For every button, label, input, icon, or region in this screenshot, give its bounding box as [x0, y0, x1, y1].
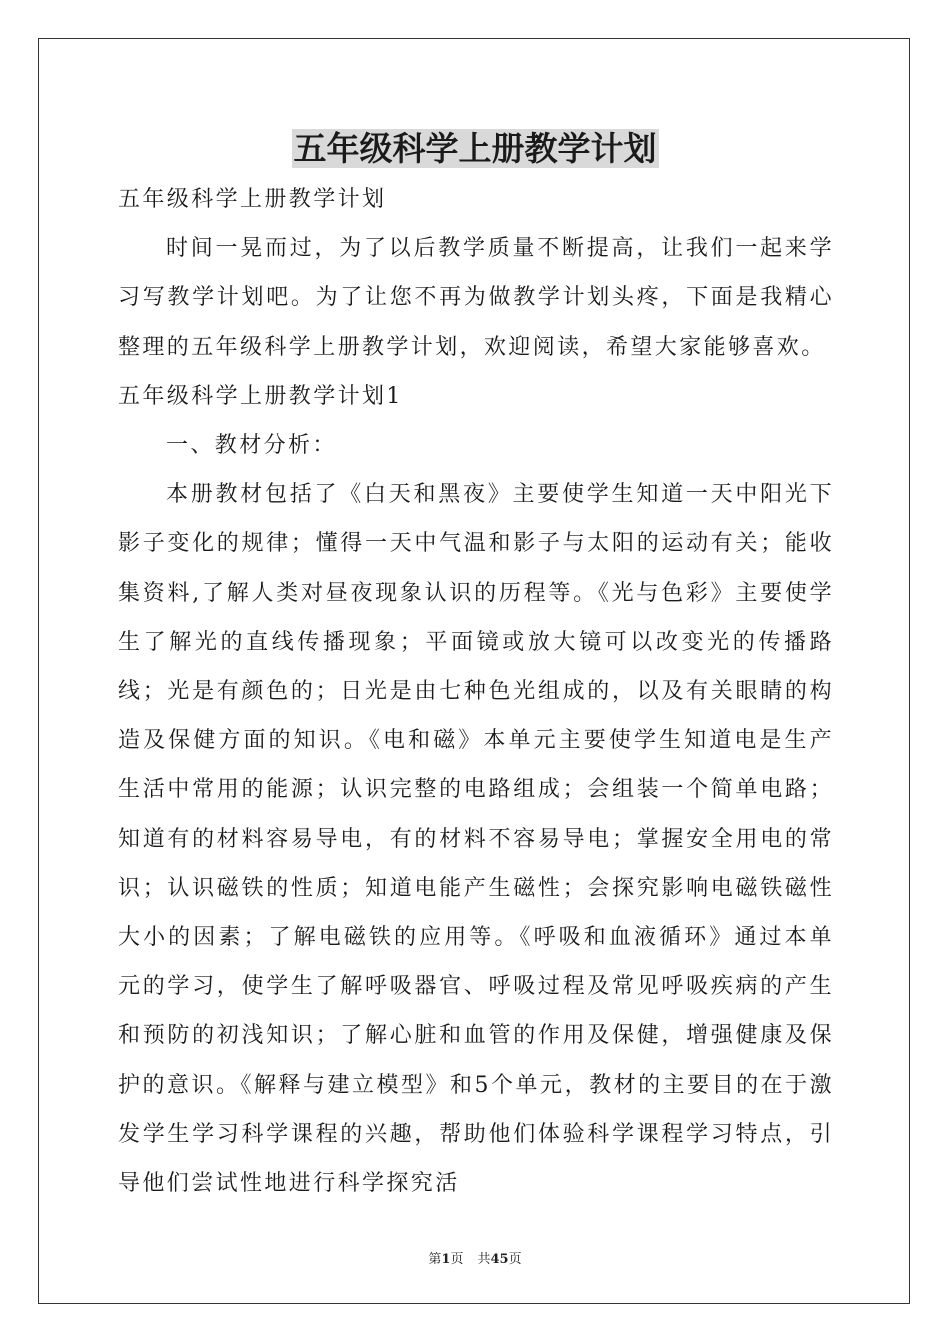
- footer-page-number: 1: [441, 1252, 451, 1267]
- paragraph-heading: 五年级科学上册教学计划: [118, 187, 387, 212]
- footer-total-pages: 45: [490, 1252, 509, 1267]
- footer-page-prefix: 第: [428, 1252, 442, 1267]
- paragraph-intro: 时间一晃而过，为了以后教学质量不断提高，让我们一起来学习写教学计划吧。为了让您不再为做教学计划头疼，下面是我精心整理的五年级科学上册教学计划，欢迎阅读，希望大家能够喜欢。: [118, 236, 834, 360]
- document-body: [118, 175, 834, 1208]
- footer-page-suffix: 页: [450, 1252, 464, 1267]
- paragraph-subsection-title: 一、教材分析：: [166, 433, 337, 459]
- paragraph-section-title: 五年级科学上册教学计划1: [118, 383, 403, 409]
- paragraph-body: 本册教材包括了《白天和黑夜》主要使学生知道一天中阳光下影子变化的规律；懂得一天中气温和影子与太阳的运动有关；能收集资料,了解人类对昼夜现象认识的历程等。《光与色彩》主要使学生了解光的直线传播现象；平面镜或放大镜可以改变光的传播路线；光是有颜色的；日光是由七种色光组成的，以及有关眼睛的构造及保健方面的知识。《电和磁》本单元主要使学生知道电是生产生活中常用的能源；认识完整的电路组成；会组装一个简单电路；知道有的材料容易导电，有的材料不容易导电；掌握安全用电的常识；认识磁铁的性质；知道电能产生磁性；会探究影响电磁铁磁性大小的因素；了解电磁铁的应用等。《呼吸和血液循环》通过本单元的学习，使学生了解呼吸器官、呼吸过程及常见呼吸疾病的产生和预防的初浅知识；了解心脏和血管的作用及保健，增强健康及保护的意识。《解释与建立模型》和5个单元，教材的主要目的在于激发学生学习科学课程的兴趣，帮助他们体验科学课程学习特点，引导他们尝试性地进行科学探究活: [118, 482, 834, 1197]
- footer-total-prefix: 共: [477, 1252, 491, 1267]
- document-title-text: 五年级科学上册教学计划: [293, 129, 657, 168]
- footer-total-suffix: 页: [508, 1252, 522, 1267]
- document-title: [0, 126, 950, 172]
- page-footer: [0, 1248, 950, 1267]
